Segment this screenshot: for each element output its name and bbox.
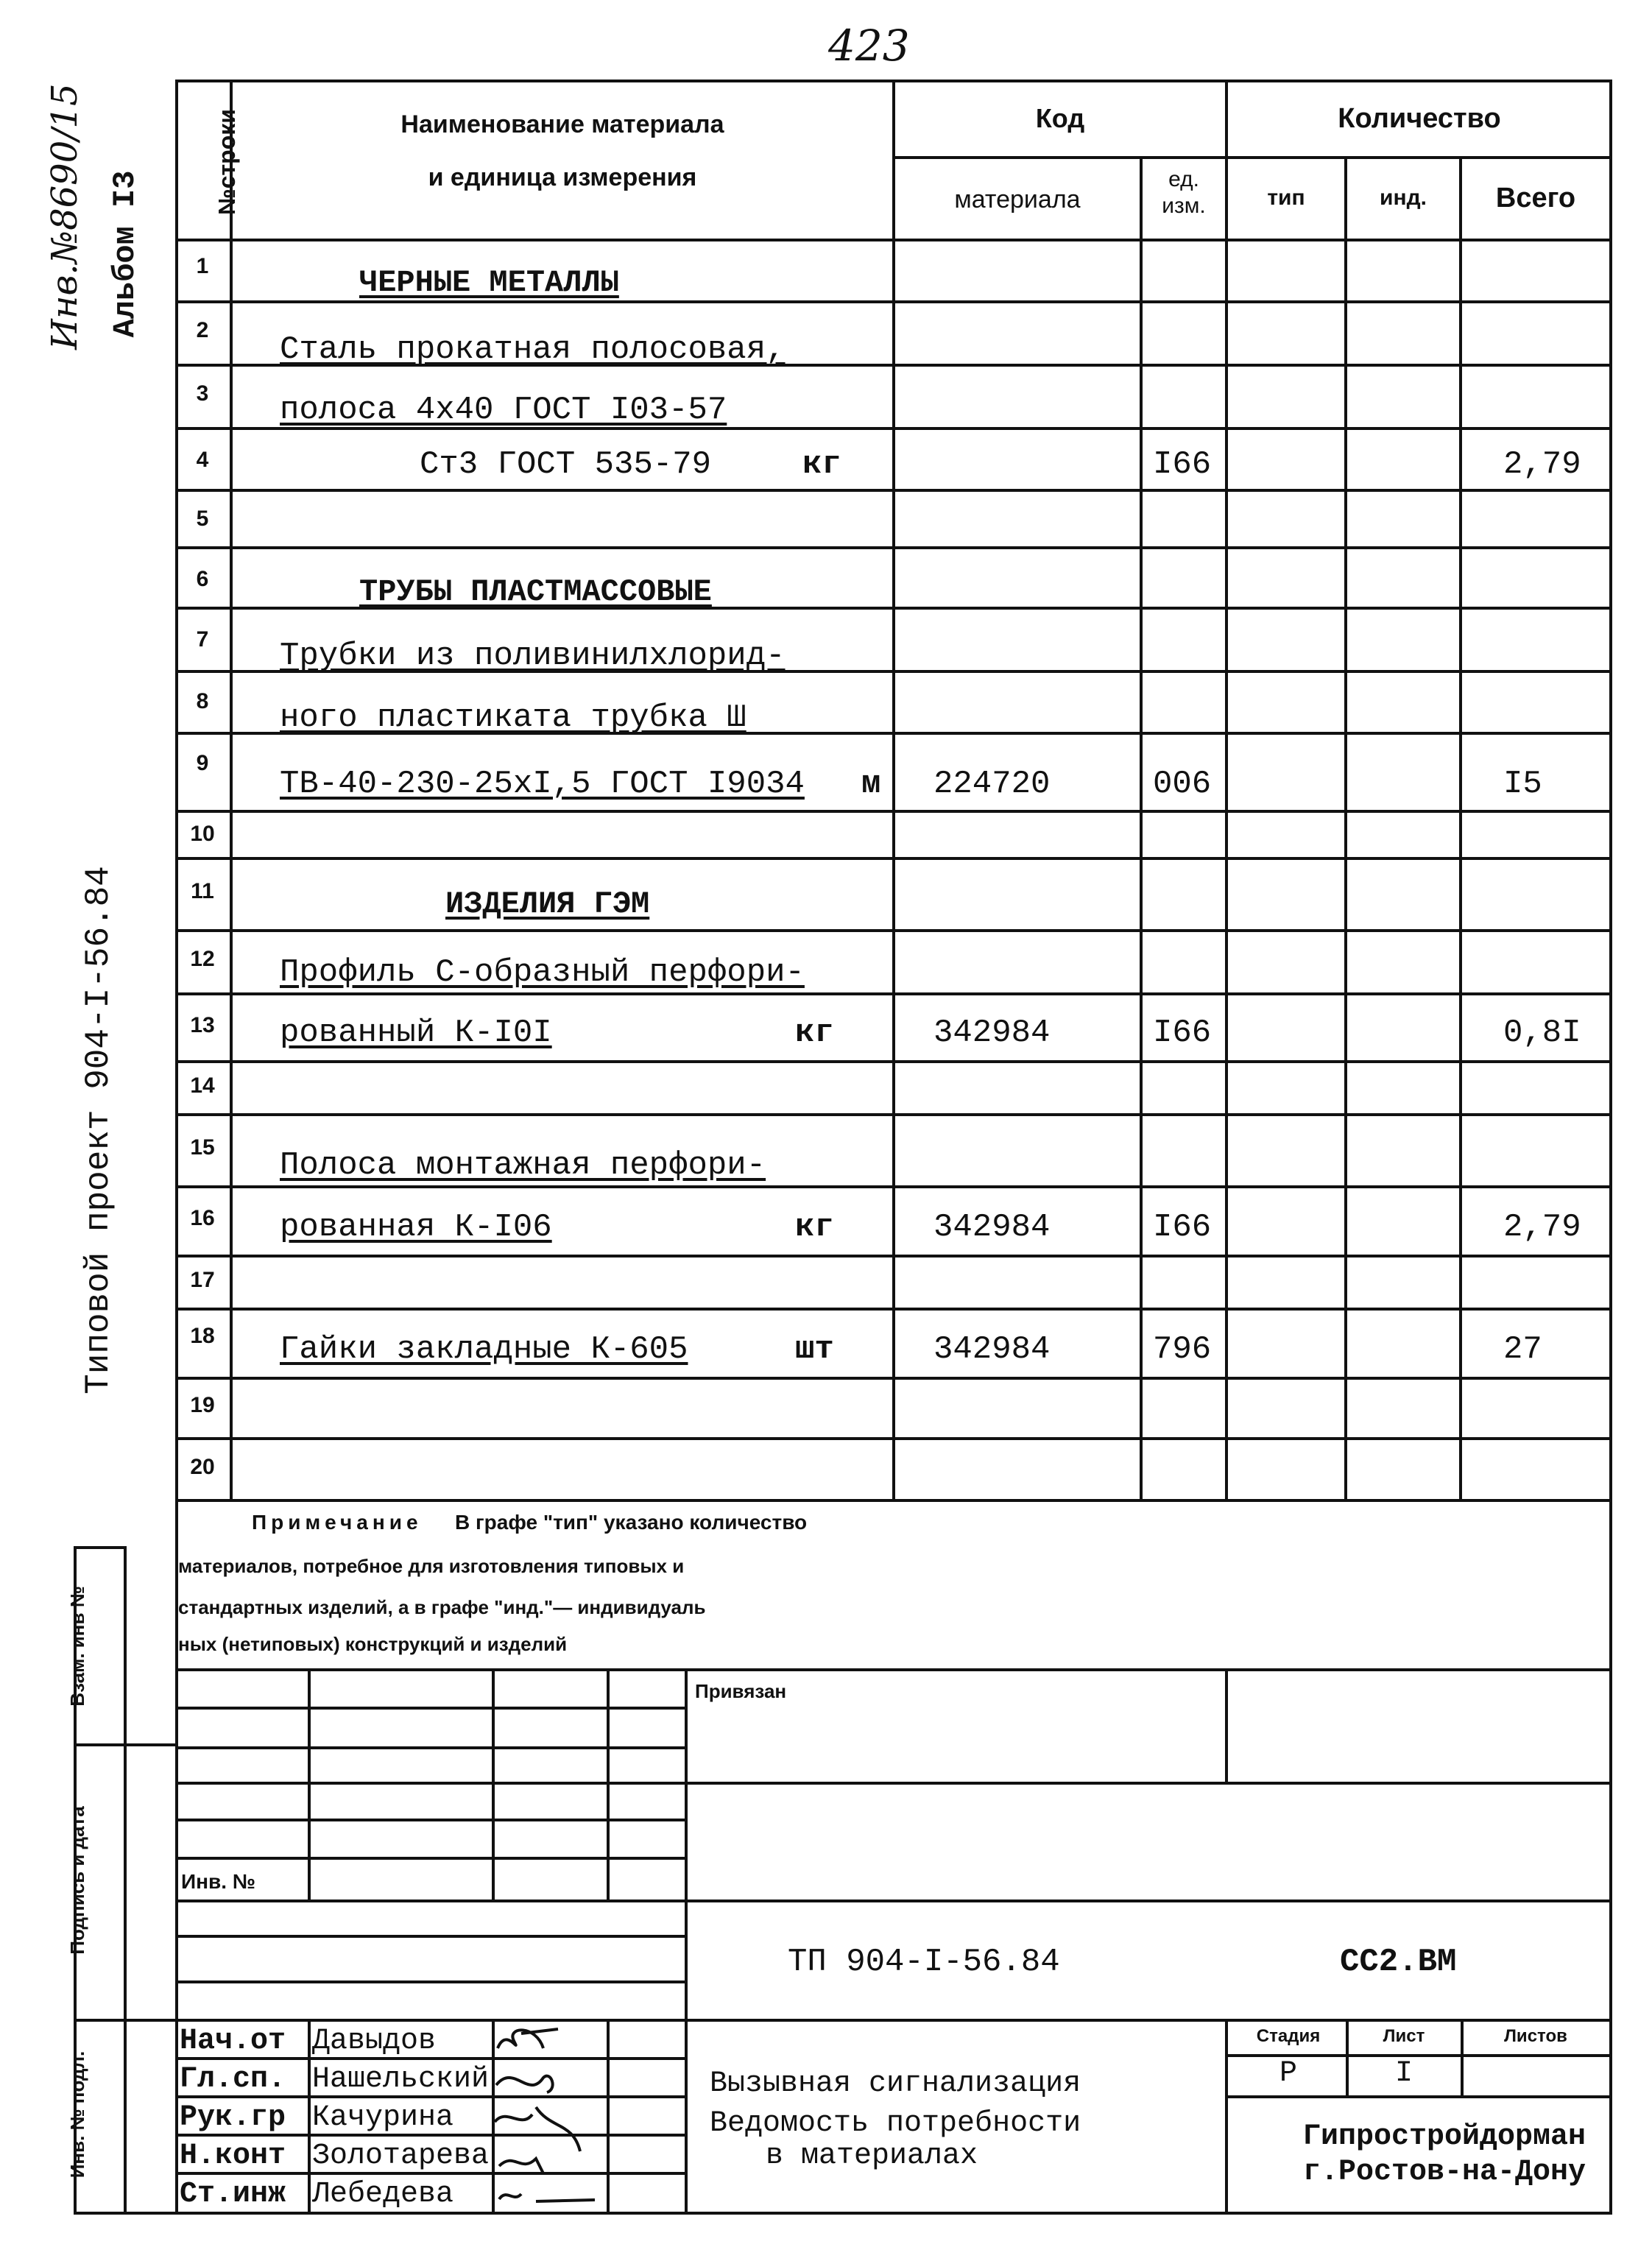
doc-title-line1: Вызывная сигнализация <box>710 2067 1081 2100</box>
header-qty-type: тип <box>1267 186 1305 210</box>
row-number: 8 <box>196 689 209 713</box>
row-number: 4 <box>196 448 209 472</box>
material-code: 224720 <box>933 766 1051 803</box>
material-name: ного пластиката трубка Ш <box>280 699 746 736</box>
row-number: 3 <box>196 381 209 406</box>
row-number: 1 <box>196 254 209 278</box>
stamp-role: Гл.сп. <box>180 2063 286 2096</box>
row-number: 18 <box>190 1324 215 1348</box>
stamp-role: Н.конт <box>180 2140 286 2173</box>
doc-title-line3: в материалах <box>766 2140 978 2173</box>
stamp-vzam-label: Взам. инв № <box>66 1586 88 1707</box>
unit-label: кг <box>802 446 841 483</box>
total-quantity: 2,79 <box>1503 446 1581 483</box>
header-qty-ind: инд. <box>1380 186 1427 210</box>
note-line: В графе "тип" указано количество <box>455 1511 808 1534</box>
doc-code: ТП 904-I-56.84 <box>788 1944 1060 1980</box>
row-number: 11 <box>191 879 214 903</box>
margin-album: Альбом I3 <box>107 170 143 338</box>
row-number: 2 <box>196 318 209 342</box>
section-heading: ТРУБЫ ПЛАСТМАССОВЫЕ <box>359 574 712 610</box>
unit-label: кг <box>795 1015 834 1051</box>
stamp-person: Давыдов <box>312 2025 437 2058</box>
material-name: ТВ-40-230-25хI,5 ГОСТ I9034 <box>280 766 805 803</box>
row-number: 20 <box>190 1455 215 1479</box>
material-name: Полоса монтажная перфори- <box>280 1147 766 1184</box>
material-name: рованный К-I0I <box>280 1015 552 1051</box>
unit-label: кг <box>795 1209 834 1246</box>
material-name: Трубки из поливинилхлорид- <box>280 638 786 674</box>
margin-project: Типовой проект 904-I-56.84 <box>80 866 118 1394</box>
row-number: 6 <box>196 567 209 591</box>
note-line: стандартных изделий, а в графе "инд."— индивидуаль <box>178 1596 706 1618</box>
note-title: Примечание <box>252 1511 423 1534</box>
stamp-person: Золотарева <box>312 2140 490 2173</box>
material-code: 342984 <box>933 1015 1051 1051</box>
unit-code: I66 <box>1153 1015 1212 1051</box>
sheet-value: I <box>1394 2057 1413 2090</box>
material-name: Профиль С-образный перфори- <box>280 954 805 991</box>
row-number: 14 <box>190 1073 215 1098</box>
row-number: 19 <box>190 1393 215 1417</box>
org-city: г.Ростов-на-Дону <box>1303 2156 1586 2189</box>
material-name: Ст3 ГОСТ 535-79 <box>420 446 712 483</box>
stamp-role: Нач.от <box>180 2025 286 2058</box>
unit-code: I66 <box>1153 1209 1212 1246</box>
stamp-inv-podl-label: Инв. № подл. <box>66 2050 88 2179</box>
org-name: Гипростройдорман <box>1303 2120 1586 2154</box>
stamp-person: Нашельский <box>312 2063 490 2096</box>
stamp-person: Лебедева <box>312 2178 454 2211</box>
material-name: Гайки закладные К-605 <box>280 1331 688 1368</box>
stamp-inv-no: Инв. № <box>181 1870 256 1893</box>
row-number: 16 <box>190 1206 215 1230</box>
header-name-line2: и единица измерения <box>428 163 697 191</box>
row-number: 15 <box>190 1135 215 1160</box>
material-code: 342984 <box>933 1209 1051 1246</box>
material-code: 342984 <box>933 1331 1051 1368</box>
sheet-label: Лист <box>1383 2026 1425 2046</box>
stamp-signature-date-label: Подпись и дата <box>66 1806 88 1955</box>
page-number: 423 <box>828 21 910 71</box>
header-row-number: №строки <box>213 109 240 215</box>
row-number: 7 <box>196 627 209 652</box>
header-code-unit: ед. изм. <box>1162 167 1206 218</box>
header-qty-total: Всего <box>1495 183 1576 214</box>
total-quantity: I5 <box>1503 766 1542 803</box>
note-line: ных (нетиповых) конструкций и изделий <box>178 1633 568 1655</box>
material-name: Сталь прокатная полосовая, <box>280 331 786 368</box>
stamp-role: Рук.гр <box>180 2101 286 2134</box>
section-heading: ЧЕРНЫЕ МЕТАЛЛЫ <box>359 265 619 300</box>
unit-code: 796 <box>1153 1331 1212 1368</box>
margin-inventory-number: Инв.№8690/15 <box>44 83 85 350</box>
material-name: полоса 4х40 ГОСТ I03-57 <box>280 392 727 428</box>
total-quantity: 27 <box>1503 1331 1542 1368</box>
total-quantity: 2,79 <box>1503 1209 1581 1246</box>
signatures-graphic <box>492 2019 685 2212</box>
unit-label: шт <box>795 1331 834 1368</box>
row-number: 12 <box>190 947 215 971</box>
section-heading: ИЗДЕЛИЯ ГЭМ <box>445 886 650 922</box>
header-code: Код <box>1035 103 1085 133</box>
header-code-material: материала <box>954 186 1081 214</box>
material-name: рованная К-I06 <box>280 1209 552 1246</box>
unit-code: I66 <box>1153 446 1212 483</box>
unit-label: м <box>861 766 881 803</box>
row-number: 5 <box>196 507 209 531</box>
row-number: 9 <box>196 751 209 775</box>
stamp-privyazan: Привязан <box>695 1680 787 1702</box>
sheets-label: Листов <box>1504 2026 1567 2046</box>
note-line: материалов, потребное для изготовления типовых и <box>178 1555 685 1577</box>
header-name-line1: Наименование материала <box>400 110 724 138</box>
row-number: 13 <box>190 1013 215 1037</box>
header-quantity: Количество <box>1338 103 1501 134</box>
unit-code: 006 <box>1153 766 1212 803</box>
doc-title-line2: Ведомость потребности <box>710 2107 1081 2140</box>
sheet-code: СС2.ВМ <box>1340 1944 1457 1980</box>
stamp-role: Ст.инж <box>180 2178 286 2211</box>
total-quantity: 0,8I <box>1503 1015 1581 1051</box>
stage-label: Стадия <box>1256 2026 1321 2046</box>
stage-value: Р <box>1279 2057 1297 2090</box>
stamp-person: Качурина <box>312 2101 454 2134</box>
row-number: 10 <box>190 822 215 846</box>
row-number: 17 <box>190 1268 215 1292</box>
